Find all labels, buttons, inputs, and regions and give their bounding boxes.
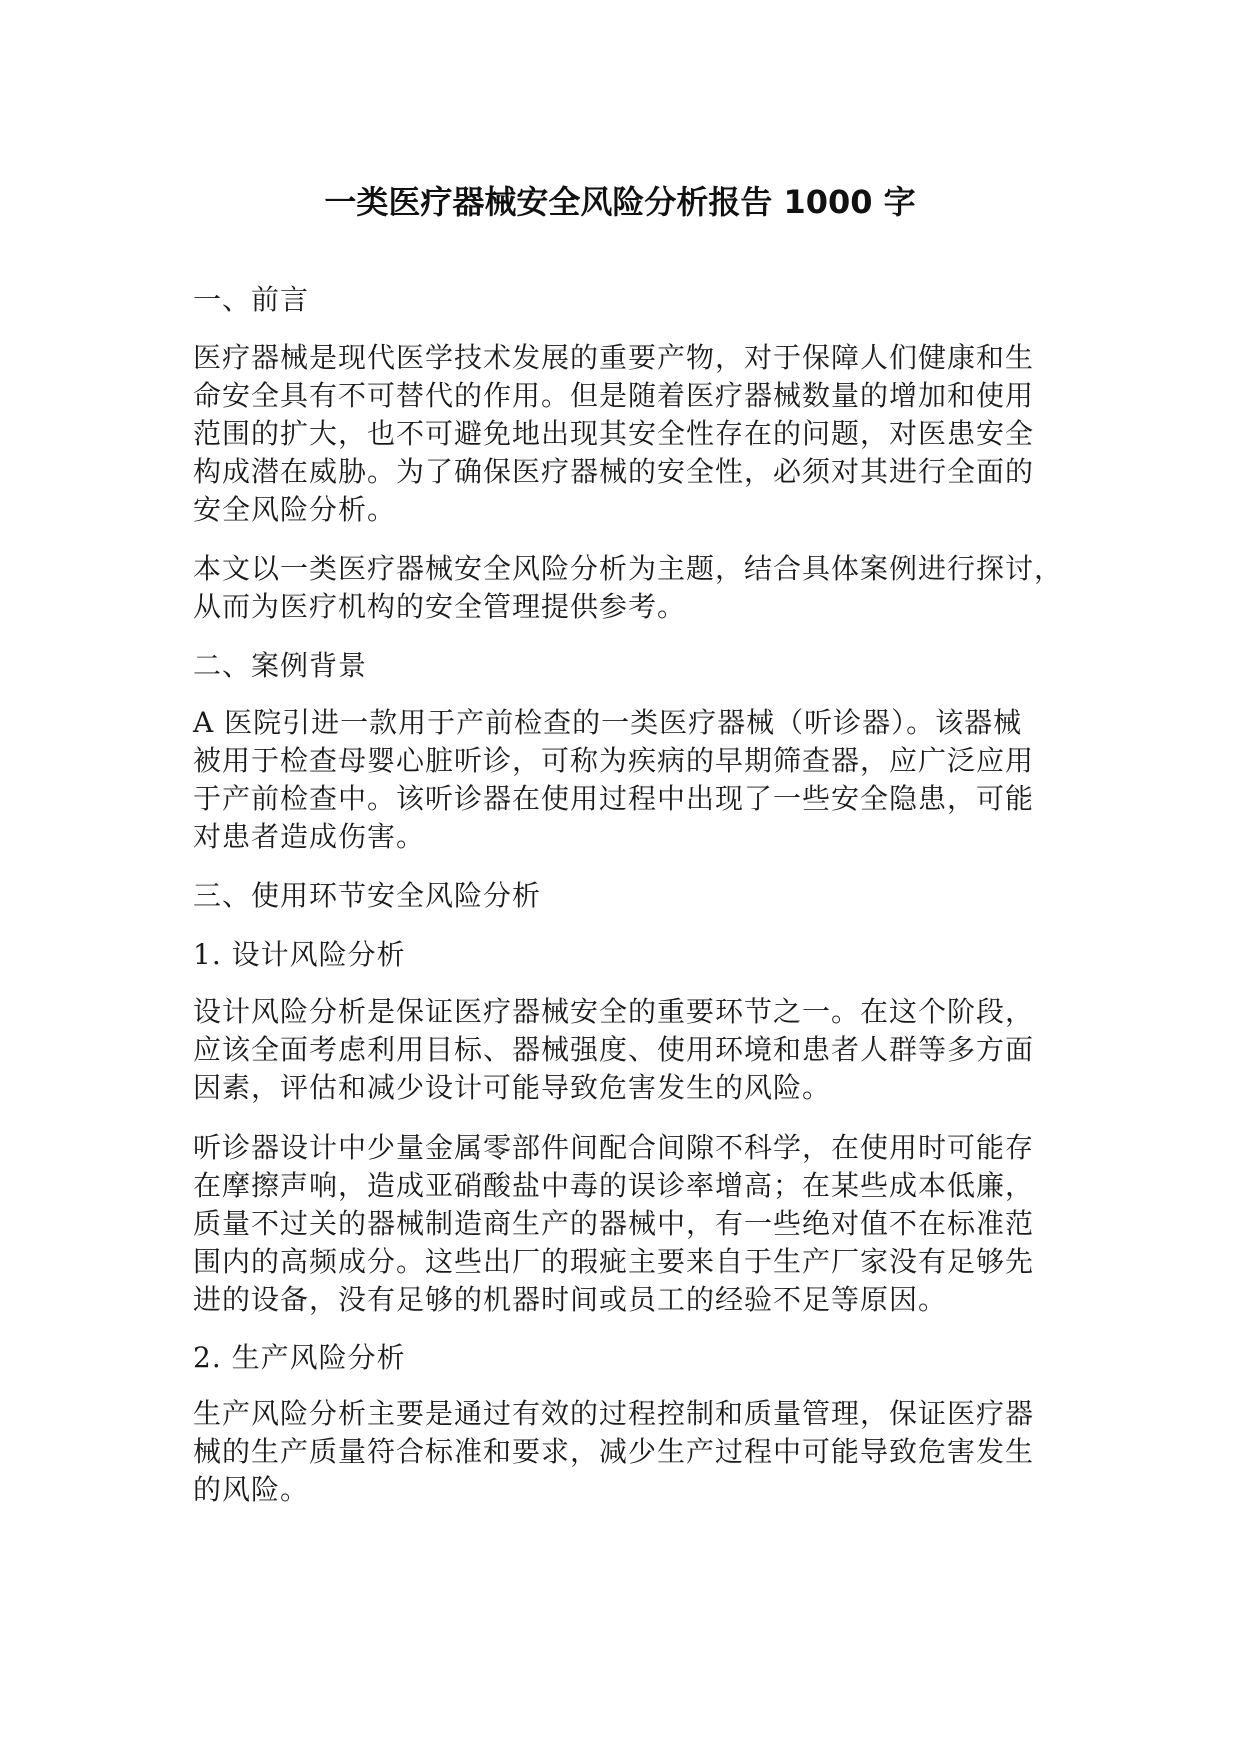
text-line: 的风险。 [193, 1473, 310, 1506]
paragraph-intro-1 [193, 339, 1073, 529]
text-line: 构成潜在威胁。为了确保医疗器械的安全性，必须对其进行全面的 [193, 455, 1035, 488]
subsection-heading-design [193, 936, 1073, 974]
text-line: 设计风险分析是保证医疗器械安全的重要环节之一。在这个阶段， [193, 995, 1035, 1028]
paragraph-production [193, 1395, 1073, 1509]
heading-text: 1. 设计风险分析 [193, 938, 406, 971]
text-line: 生产风险分析主要是通过有效的过程控制和质量管理，保证医疗器 [193, 1397, 1035, 1430]
text-line: 命安全具有不可替代的作用。但是随着医疗器械数量的增加和使用 [193, 379, 1035, 412]
text-line: 应该全面考虑利用目标、器械强度、使用环境和患者人群等多方面 [193, 1033, 1035, 1066]
text-line: 本文以一类医疗器械安全风险分析为主题，结合具体案例进行探讨， [193, 552, 1064, 585]
paragraph-design-1 [193, 993, 1073, 1107]
text-line: 质量不过关的器械制造商生产的器械中，有一些绝对值不在标准范 [193, 1207, 1035, 1240]
paragraph-intro-2 [193, 550, 1073, 626]
text-line: 对患者造成伤害。 [193, 820, 426, 853]
document-title: 一类医疗器械安全风险分析报告 1000 字 [324, 183, 916, 221]
section-heading-analysis [193, 877, 1073, 915]
paragraph-background [193, 704, 1073, 856]
heading-text: 三、使用环节安全风险分析 [193, 879, 542, 912]
text-line: 械的生产质量符合标准和要求，减少生产过程中可能导致危害发生 [193, 1435, 1035, 1468]
text-line: 从而为医疗机构的安全管理提供参考。 [193, 590, 687, 623]
text-line: 围内的高频成分。这些出厂的瑕疵主要来自于生产厂家没有足够先 [193, 1245, 1035, 1278]
text-line: 因素，评估和减少设计可能导致危害发生的风险。 [193, 1071, 832, 1104]
text-line: 进的设备，没有足够的机器时间或员工的经验不足等原因。 [193, 1283, 948, 1316]
heading-text: 二、案例背景 [193, 649, 368, 682]
text-line: 于产前检查中。该听诊器在使用过程中出现了一些安全隐患，可能 [193, 782, 1035, 815]
text-line: 听诊器设计中少量金属零部件间配合间隙不科学，在使用时可能存 [193, 1131, 1035, 1164]
section-heading-background [193, 647, 1073, 685]
text-line: 被用于检查母婴心脏听诊，可称为疾病的早期筛查器，应广泛应用 [193, 744, 1035, 777]
section-heading-intro [193, 281, 1073, 319]
heading-text: 一、前言 [193, 283, 310, 316]
text-line: 在摩擦声响，造成亚硝酸盐中毒的误诊率增高；在某些成本低廉， [193, 1169, 1035, 1202]
heading-text: 2. 生产风险分析 [193, 1341, 406, 1374]
text-line: A 医院引进一款用于产前检查的一类医疗器械（听诊器）。该器械 [193, 706, 1023, 739]
text-line: 医疗器械是现代医学技术发展的重要产物，对于保障人们健康和生 [193, 341, 1035, 374]
subsection-heading-production [193, 1339, 1073, 1377]
paragraph-design-2 [193, 1129, 1073, 1319]
text-line: 安全风险分析。 [193, 493, 397, 526]
text-line: 范围的扩大，也不可避免地出现其安全性存在的问题，对医患安全 [193, 417, 1035, 450]
